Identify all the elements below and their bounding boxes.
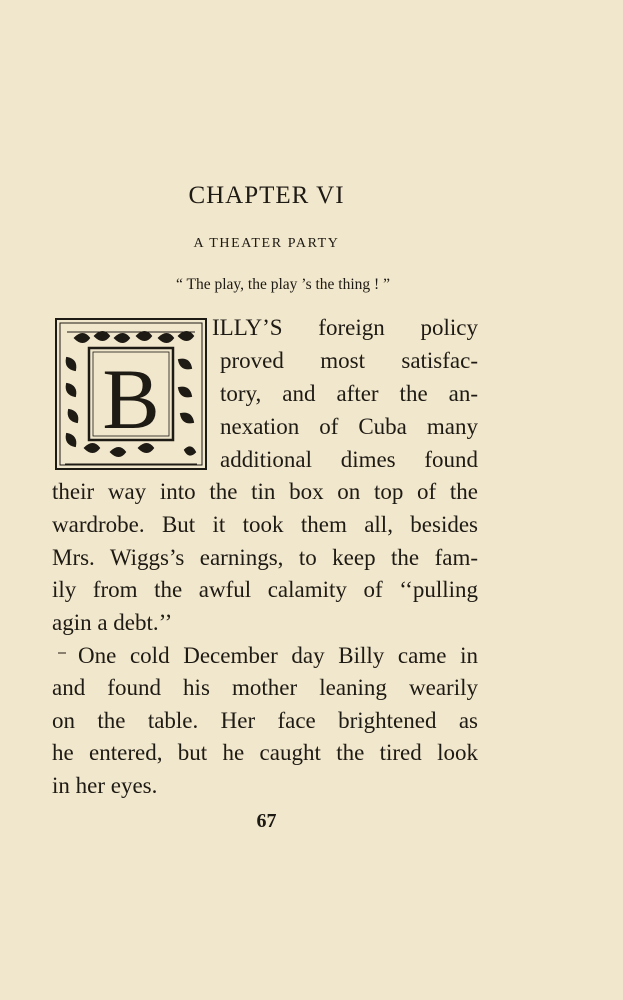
- paragraph-line: One cold December day Billy came in: [78, 643, 478, 668]
- paragraph-line: Mrs. Wiggs’s earnings, to keep the fam-: [52, 545, 478, 570]
- paragraph-line: their way into the tin box on top of the: [52, 479, 478, 504]
- drop-cap-letter: B: [102, 351, 160, 447]
- paragraph-line: tory, and after the an-: [220, 381, 478, 406]
- paragraph-line: ily from the awful calamity of ‘‘pulling: [52, 577, 478, 602]
- page-number: 67: [256, 810, 277, 832]
- epigraph: “ The play, the play ’s the thing ! ”: [176, 276, 390, 293]
- chapter-title: CHAPTER VI: [188, 182, 345, 209]
- paragraph-line: in her eyes.: [52, 773, 158, 798]
- indent-mark: [58, 652, 66, 654]
- paragraph-line: proved most satisfac-: [220, 348, 478, 373]
- paragraph-line: nexation of Cuba many: [220, 414, 478, 439]
- chapter-subtitle: A THEATER PARTY: [193, 236, 340, 251]
- paragraph-line: agin a debt.’’: [52, 610, 173, 635]
- paragraph-line: ILLY’S foreign policy: [212, 315, 478, 340]
- paragraph-line: he entered, but he caught the tired look: [52, 740, 478, 765]
- paragraph-line: on the table. Her face brightened as: [52, 708, 478, 733]
- paragraph-line: wardrobe. But it took them all, besides: [52, 512, 478, 537]
- drop-cap-ornament: [55, 318, 207, 470]
- paragraph-line: and found his mother leaning wearily: [52, 675, 478, 700]
- paragraph-line: additional dimes found: [220, 447, 478, 472]
